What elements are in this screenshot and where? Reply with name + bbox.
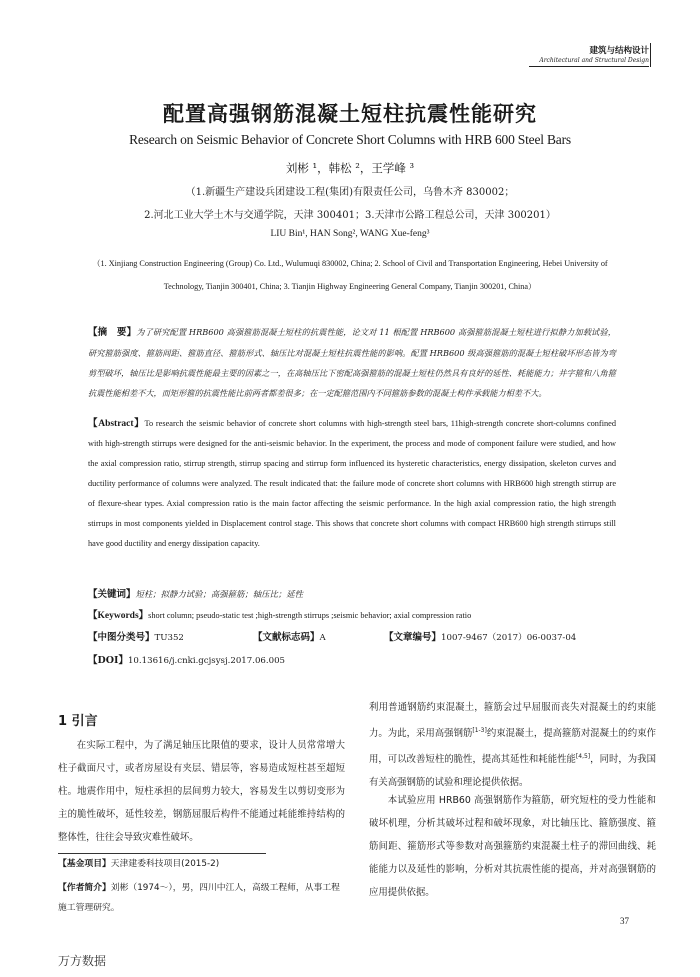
abstract-zh-label: 【摘 要】 (88, 327, 137, 338)
header-vertical-rule (650, 43, 651, 67)
fund-note (58, 856, 219, 869)
affiliation-zh-1: （1.新疆生产建设兵团建设工程(集团)有限责任公司，乌鲁木齐 830002； (185, 187, 515, 198)
para-text: 利用普通钢筋约束混凝土，箍筋会过早屈服而丧失对混凝土的约束能力。为此，采用高强钢筋 (369, 702, 656, 740)
keywords-en (88, 607, 471, 621)
para-text: 约束混凝土，提高箍筋对混凝土的约束作用，可以改善短柱的脆性，提高其延性和耗能性能 (369, 728, 656, 766)
doc-code-value: A (319, 633, 326, 643)
intro-paragraph-right-1 (369, 696, 656, 794)
article-no-value: 1007-9467（2017）06-0037-04 (441, 633, 577, 643)
doc-code-label: 【文献标志码】 (253, 632, 320, 643)
paper-title-en: Research on Seismic Behavior of Concrete Short Columns with HRB 600 Steel Bars (129, 132, 571, 147)
citation[interactable]: [1-3] (472, 727, 487, 734)
doi-label: 【DOI】 (88, 655, 128, 666)
abstract-en (88, 414, 616, 554)
authors-en: LIU Bin¹, HAN Song², WANG Xue-feng³ (270, 229, 430, 239)
fund-value: 天津建委科技项目(2015-2) (110, 859, 220, 869)
author-bio-label: 【作者简介】 (58, 883, 111, 893)
intro-paragraph-right-2: 本试验应用 HRB60 高强钢筋作为箍筋，研究短柱的受力性能和破坏机理，分析其破坏过程和破坏现象，对比轴压比、箍筋强度、箍筋间距、箍筋形式等参数对高强箍筋约束混凝土柱子的滞回曲线、耗能能力以及延性的影响，分析对其抗震性能的提高，并对高强钢筋的应用提供依据。 (369, 795, 656, 898)
article-number (384, 629, 576, 643)
article-no-label: 【文章编号】 (384, 632, 442, 643)
authors-zh: 刘彬 ¹，韩松 ²，王学峰 ³ (285, 161, 415, 175)
doi-value[interactable]: 10.13616/j.cnki.gcjsysj.2017.06.005 (127, 656, 286, 666)
keywords-en-text: short column; pseudo-static test ;high-strength stirrups ;seismic behavior; axial compression ratio (148, 611, 472, 620)
footnote-rule (58, 853, 266, 854)
page-number: 37 (620, 916, 629, 926)
keywords-zh-label: 【关键词】 (88, 589, 136, 600)
doi (88, 652, 285, 666)
keywords-zh (88, 586, 303, 600)
fund-label: 【基金项目】 (58, 859, 111, 869)
intro-paragraph-left: 在实际工程中，为了满足轴压比限值的要求，设计人员常常增大柱子截面尺寸，或者房屋设有夹层、错层等，容易造成短柱甚至超短柱。地震作用中，短柱承担的层间剪力较大，容易发生以剪切变形为主的脆性破坏，延性较差，钢筋屈服后构件不能通过耗能维持结构的整体性，往往会导致灾难性破坏。 (58, 740, 345, 843)
citation[interactable]: [4,5] (575, 753, 591, 761)
author-bio-note (58, 878, 345, 918)
abstract-en-text: To research the seismic behavior of concrete short columns with high-strength steel bars, 11high-strength concrete short-columns confined with high-strength stirrups were designed for the anti-seismic behavior. In the experiment, the process and mode of component failure were studied, and how the axial compression ratio, stirrup strength, stirrup spacing and stirrup form influenced its hysteretic characteristics, energy dissipation, skeleton curves and ductility performance of columns were analyzed. The result indicated that: the failure mode of concrete short columns with HRB600 high strength stirrup are of flexure-shear types. Axial compression ratio is the main factor affecting the seismic performance. In the high axial compression ratio, the high strength stirrups in most components yielded in Displacement control stage. This shows that concrete short columns with compact HRB600 high strength stirrups still have good ductility and energy dissipation capacity. (88, 419, 616, 548)
section-heading-introduction: 1 引言 (58, 714, 98, 729)
keywords-en-label: 【Keywords】 (88, 611, 149, 621)
clc-label: 【中图分类号】 (88, 632, 155, 643)
author-bio-value: 刘彬（1974～），男，四川中江人，高级工程师，从事工程施工管理研究。 (58, 883, 340, 913)
abstract-zh-text: 为了研究配置 HRB600 高强箍筋混凝土短柱的抗震性能，论文对 11 根配置 HRB600 高强箍筋混凝土短柱进行拟静力加载试验，研究箍筋强度、箍筋间距、箍筋直径、箍筋形式、轴压比对混凝土短柱抗震性能的影响。配置 HRB600 级高强箍筋的混凝土短柱破坏形态皆为弯剪型破坏，轴压比是影响抗震性能最主要的因素之一，在高轴压比下密配高强箍筋的混凝土短柱仍然具有良好的延性、耗能能力；井字箍和八角箍抗震性能相差不大，而矩形箍的抗震性能比前两者都差很多；在一定配箍范围内不同箍筋参数的混凝土构件承载能力相差不大。 (88, 327, 616, 398)
abstract-en-label: 【Abstract】 (88, 419, 145, 429)
abstract-zh (88, 322, 616, 403)
watermark: 万方数据 (58, 954, 107, 968)
journal-name-zh: 建筑与结构设计 (589, 46, 649, 56)
para-text: ，同时，为我国有关高强钢筋的试验和理论提供依据。 (369, 754, 656, 789)
header-rule (529, 66, 649, 67)
affiliation-en: （1. Xinjiang Construction Engineering (Group) Co. Ltd., Wulumuqi 830002, China; 2. School of Civil and Transportation Engineering, Hebei University of Technology, Tianjin 300401, China; 3. Tianjin Highway Engineering General Company, Tianjin 300201, China） (92, 259, 608, 291)
journal-name-en: Architectural and Structural Design (539, 57, 649, 64)
document-code (253, 629, 326, 643)
keywords-zh-text: 短柱；拟静力试验；高强箍筋；轴压比；延性 (135, 589, 304, 599)
paper-title-zh: 配置高强钢筋混凝土短柱抗震性能研究 (163, 102, 537, 126)
affiliation-zh-2: 2.河北工业大学土木与交通学院，天津 300401；3.天津市公路工程总公司，天津 300201） (144, 210, 556, 221)
clc-value: TU352 (154, 633, 184, 643)
clc-number (88, 629, 184, 643)
